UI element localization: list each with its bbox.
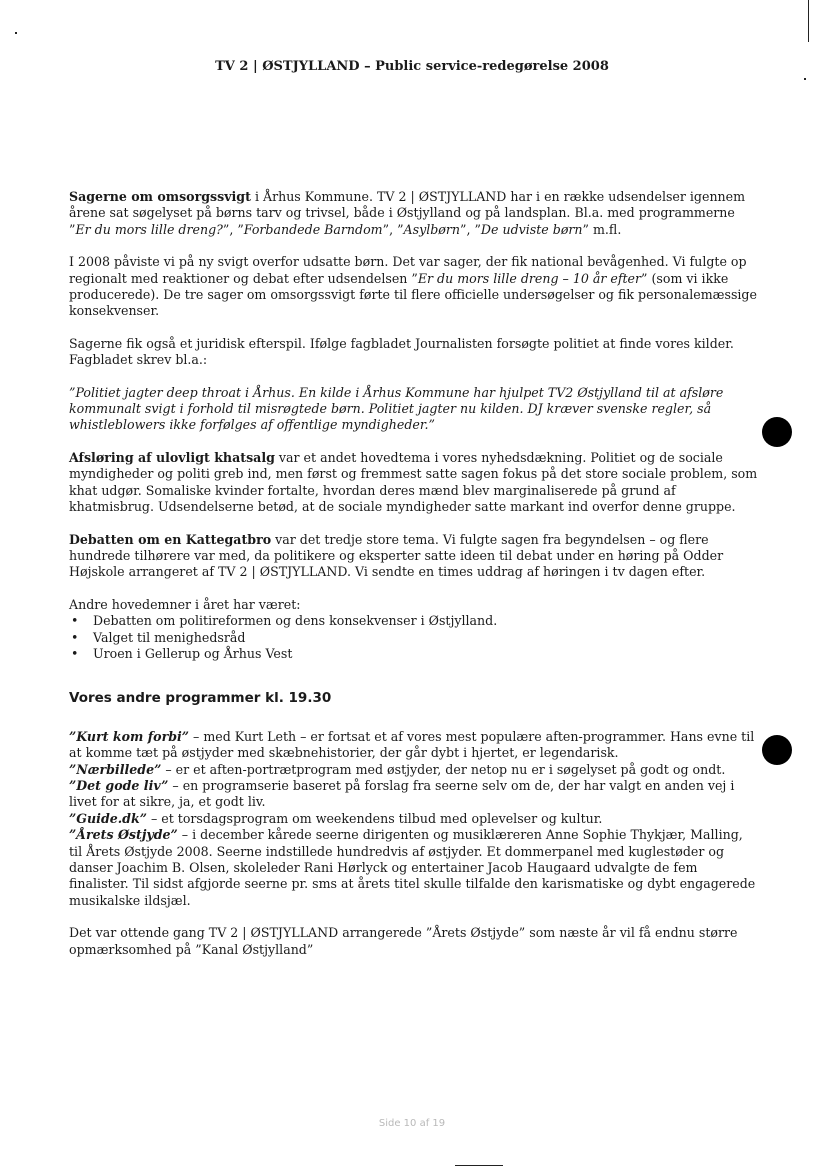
quote-mark: ”: [69, 810, 77, 826]
list-item: • Debatten om politireformen og dens konsekvenser i Østjylland.: [93, 613, 759, 629]
program-name: Det gode liv: [76, 777, 162, 793]
programs-list: [69, 729, 759, 909]
paragraph-text: I 2008 påviste vi på ny svigt overfor udsatte børn. Det var sager, der fik national bevågenhed. Vi fulgte op regionalt med reaktioner og debat efter udsendelsen ”: [69, 254, 747, 286]
scan-mark: [804, 78, 806, 80]
list-item: • Valget til menighedsråd: [93, 630, 759, 646]
paragraph-juridisk: Sagerne fik også et juridisk efterspil. Ifølge fagbladet Journalisten forsøgte politiet at finde vores kilder. Fagbladet skrev bl.a.:: [69, 335, 734, 368]
paragraph-kattegatbro: [69, 532, 759, 581]
program-title: Asylbørn: [403, 221, 461, 237]
program-description: – et torsdagsprogram om weekendens tilbud med oplevelser og kultur.: [146, 810, 603, 826]
program-description: – med Kurt Leth – er fortsat et af vores mest populære aften-programmer. Hans evne til at komme tæt på østjyder med skæbnehistorier, der går dybt i hjertet, er legendarisk.: [69, 728, 755, 761]
quote-journalisten: [69, 385, 759, 434]
quote-mark: ”: [154, 761, 162, 777]
program-title: Forbandede Barndom: [243, 221, 383, 237]
lead-bold: Afsløring af ulovligt khatsalg: [69, 449, 275, 465]
punch-hole-icon: [762, 417, 792, 447]
list-item: • Uroen i Gellerup og Århus Vest: [93, 646, 759, 662]
program-title: Er du mors lille dreng – 10 år efter: [417, 270, 642, 286]
program-description: – er et aften-portrætprogram med østjyder, der netop nu er i søgelyset på godt og ondt.: [161, 761, 726, 777]
program-title: Er du mors lille dreng?: [75, 221, 223, 237]
quote-text: ”Politiet jagter deep throat i Århus. En kilde i Århus Kommune har hjulpet TV2 Østjylland til at afsløre kommunalt svigt i forhold til misrøgtede børn. Politiet jagter nu kilden. DJ kræver svenske regler, så whistleblowers ikke forfølges af offentlige myndigheder.”: [69, 384, 724, 433]
lead-bold: Debatten om en Kattegatbro: [69, 531, 272, 547]
page-number: Side 10 af 19: [378, 1118, 446, 1129]
quote-mark: ”: [69, 827, 77, 843]
program-entry: [69, 811, 759, 827]
quote-mark: ”: [181, 728, 190, 744]
closing-paragraph: Det var ottende gang TV 2 | ØSTJYLLAND arrangerede ”Årets Østjyde” som næste år vil få endnu større opmærksomhed på ”Kanal Østjylland”: [69, 925, 738, 957]
paragraph-text: var det tredje store tema. Vi fulgte sagen fra begyndelsen – og flere hundrede tilhørere var med, da politikere og eksperter satte ideen til debat under en høring på Odder Højskole arrangeret af TV 2 | ØSTJYLLAND. Vi sendte en times uddrag af høringen i tv dagen efter.: [69, 531, 724, 580]
program-name: Årets Østjyde: [76, 827, 171, 843]
paragraph-khatsalg: [69, 450, 759, 516]
program-description: – i december kårede seerne dirigenten og musiklæreren Anne Sophie Thykjær, Malling, til Årets Østjyde 2008. Seerne indstillede hundredvis af østjyder. Et dommerpanel med kuglestøder og danser Joachim B. Olsen, skoleleder Rani Hørlyck og entertainer Jacob Haugaard udvalgte de fem finalister. Til sidst afgjorde seerne pr. sms at årets titel skulle tilfalde den karismatiske og dybt engagerede musikalske ildsjæl.: [69, 827, 756, 908]
document-body: [69, 189, 759, 958]
scan-mark: [15, 32, 17, 34]
paragraph-text: ” (som vi ikke producerede). De tre sager om omsorgssvigt førte til flere officielle undersøgelser og fik personalemæssige konsekvenser.: [69, 270, 757, 319]
quote-mark: ”: [69, 777, 77, 793]
program-entry: [69, 827, 759, 909]
paragraph-text: i Århus Kommune. TV 2 | ØSTJYLLAND har i en række udsendelser igennem årene sat søgelyset på børns tarv og trivsel, både i Østjylland og på landsplan. Bl.a. med programmerne ”: [69, 189, 746, 237]
separator: ”, ”: [222, 221, 244, 237]
paragraph-text: var et andet hovedtema i vores nyhedsdækning. Politiet og de sociale myndigheder og politi greb ind, men først og fremmest satte sagen fokus på det store sociale problem, som khat udgør. Somaliske kvinder fortalte, hvordan deres mænd blev marginaliserede på grund af khatmisbrug. Udsendelserne betød, at de sociale myndigheder satte markant ind overfor denne gruppe.: [69, 449, 758, 515]
separator: ”, ”: [460, 221, 481, 237]
program-entry: [69, 778, 759, 811]
scan-mark: [808, 0, 809, 42]
program-entry: [69, 762, 759, 778]
separator: ”, ”: [382, 221, 404, 237]
program-name: Kurt kom forbi: [76, 728, 182, 744]
paragraph-2008: [69, 254, 759, 320]
quote-mark: ”: [69, 728, 77, 744]
topics-list: [69, 613, 759, 662]
program-name: Nærbillede: [76, 761, 155, 777]
program-entry: [69, 729, 759, 762]
quote-mark: ”: [69, 761, 77, 777]
program-title: De udviste børn: [480, 221, 583, 237]
separator: ” m.fl.: [582, 221, 622, 237]
quote-mark: ”: [161, 777, 169, 793]
paragraph-omsorgssvigt: [69, 189, 759, 238]
scan-mark: [455, 1165, 503, 1166]
punch-hole-icon: [762, 735, 792, 765]
topics-intro: Andre hovedemner i året har været:: [69, 596, 301, 612]
program-name: Guide.dk: [76, 810, 140, 826]
lead-bold: Sagerne om omsorgssvigt: [69, 189, 251, 204]
quote-mark: ”: [170, 827, 178, 843]
section-heading: Vores andre programmer kl. 19.30: [69, 690, 332, 707]
quote-mark: ”: [139, 810, 147, 826]
page-header: TV 2 | ØSTJYLLAND – Public service-redegørelse 2008: [215, 59, 609, 74]
program-description: – en programserie baseret på forslag fra seerne selv om de, der har valgt en anden vej i livet for at sikre, ja, et godt liv.: [69, 777, 735, 810]
